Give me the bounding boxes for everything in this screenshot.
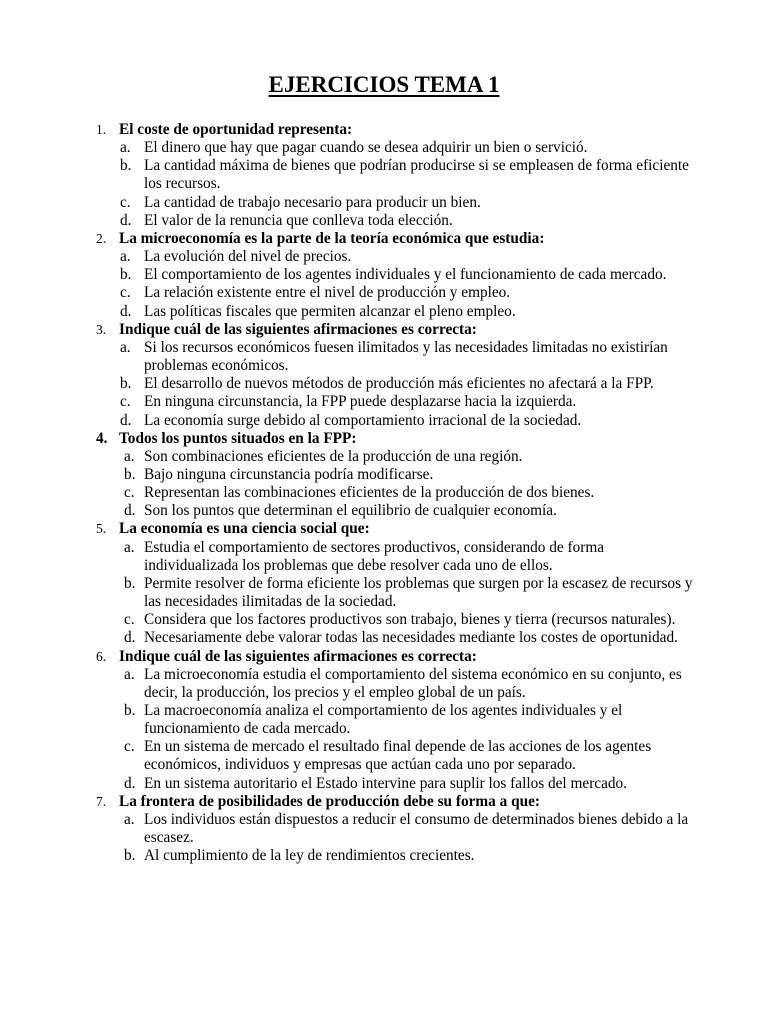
option-text: La evolución del nivel de precios. — [144, 248, 352, 266]
answer-option — [0, 702, 768, 738]
option-text: Representan las combinaciones eficientes de la producción de dos bienes. — [144, 484, 595, 502]
question-number: 3. — [96, 321, 107, 337]
option-letter: c. — [120, 393, 131, 411]
option-letter: a. — [124, 665, 135, 683]
option-letter: b. — [124, 465, 136, 483]
answer-option — [0, 666, 768, 702]
answer-option — [0, 847, 768, 865]
answer-option — [0, 611, 768, 629]
question-item — [0, 648, 768, 666]
option-text: Si los recursos económicos fuesen ilimitados y las necesidades limitadas no existirían problemas económicos. — [144, 338, 668, 375]
option-text: El desarrollo de nuevos métodos de producción más eficientes no afectará a la FPP. — [144, 375, 654, 393]
option-text: Considera que los factores productivos son trabajo, bienes y tierra (recursos naturales). — [144, 611, 676, 629]
answer-option — [0, 502, 768, 520]
option-text: Necesariamente debe valorar todas las necesidades mediante los costes de oportunidad. — [144, 629, 678, 647]
option-text: Estudia el comportamiento de sectores productivos, considerando de forma individualizada los problemas que debe resolver cada uno de ellos. — [144, 538, 605, 574]
option-text: La relación existente entre el nivel de producción y empleo. — [144, 284, 511, 302]
option-letter: c. — [124, 484, 135, 502]
answer-option — [0, 738, 768, 774]
option-letter: b. — [124, 847, 136, 865]
option-letter: b. — [124, 574, 136, 592]
option-text: La microeconomía estudia el comportamiento del sistema económico en su conjunto, es decir, la producción, los precios y el empleo global de un país. — [144, 665, 682, 701]
option-text: Las políticas fiscales que permiten alcanzar el pleno empleo. — [144, 302, 516, 320]
question-number: 1. — [96, 122, 107, 137]
answer-option — [0, 212, 768, 230]
option-text: Los individuos están dispuestos a reducir el consumo de determinados bienes debido a la escasez. — [144, 810, 689, 847]
question-item — [0, 121, 768, 139]
answer-option — [0, 629, 768, 647]
question-text: La frontera de posibilidades de producción debe su forma a que: — [119, 792, 540, 810]
option-letter: a. — [124, 447, 135, 465]
option-letter: a. — [124, 538, 135, 556]
option-text: El dinero que hay que pagar cuando se desea adquirir un bien o servició. — [144, 139, 588, 157]
question-text: La economía es una ciencia social que: — [119, 520, 370, 538]
answer-option — [0, 466, 768, 484]
answer-option — [0, 539, 768, 575]
answer-option — [0, 375, 768, 393]
option-text: La cantidad máxima de bienes que podrían producirse si se empleasen de forma eficiente los recursos. — [144, 157, 689, 193]
option-letter: b. — [120, 375, 132, 393]
option-text: Al cumplimiento de la ley de rendimientos crecientes. — [144, 847, 475, 865]
answer-option — [0, 811, 768, 847]
answer-option — [0, 448, 768, 466]
answer-option — [0, 139, 768, 157]
option-text: Son combinaciones eficientes de la producción de una región. — [144, 447, 523, 465]
option-text: El comportamiento de los agentes individuales y el funcionamiento de cada mercado. — [144, 266, 667, 284]
option-text: Bajo ninguna circunstancia podría modificarse. — [144, 465, 434, 483]
option-letter: c. — [120, 284, 131, 302]
question-number: 2. — [96, 230, 107, 246]
answer-option — [0, 339, 768, 375]
option-text: El valor de la renuncia que conlleva toda elección. — [144, 211, 453, 229]
answer-option — [0, 248, 768, 266]
option-text: En ninguna circunstancia, la FPP puede desplazarse hacia la izquierda. — [144, 393, 577, 411]
answer-option — [0, 412, 768, 430]
option-letter: c. — [124, 738, 135, 756]
question-item — [0, 430, 768, 448]
question-number: 7. — [96, 793, 107, 809]
question-number: 5. — [96, 521, 107, 537]
option-text: Son los puntos que determinan el equilibrio de cualquier economía. — [144, 502, 557, 520]
question-item — [0, 793, 768, 811]
answer-option — [0, 266, 768, 284]
option-letter: a. — [120, 338, 131, 356]
option-text: En un sistema de mercado el resultado final depende de las acciones de los agentes económicos, individuos y empresas que actúan cada uno por separado. — [144, 738, 652, 774]
question-text: La microeconomía es la parte de la teoría económica que estudia: — [119, 229, 545, 247]
option-letter: d. — [120, 211, 132, 229]
option-letter: a. — [124, 810, 135, 828]
option-text: Permite resolver de forma eficiente los problemas que surgen por la escasez de recursos y las necesidades ilimitadas de la sociedad. — [144, 574, 693, 611]
option-letter: c. — [124, 611, 135, 629]
question-text: Indique cuál de las siguientes afirmaciones es correcta: — [119, 647, 477, 665]
page-title: EJERCICIOS TEMA 1 — [268, 72, 500, 97]
answer-option — [0, 775, 768, 793]
answer-option — [0, 484, 768, 502]
option-letter: a. — [120, 139, 131, 157]
answer-option — [0, 393, 768, 411]
option-letter: d. — [124, 629, 136, 647]
question-list — [0, 121, 768, 865]
option-letter: b. — [120, 266, 132, 284]
option-letter: d. — [120, 411, 132, 429]
question-item — [0, 520, 768, 538]
option-text: La economía surge debido al comportamiento irracional de la sociedad. — [144, 411, 582, 429]
answer-option — [0, 284, 768, 302]
question-text: Todos los puntos situados en la FPP: — [119, 429, 357, 447]
answer-option — [0, 575, 768, 611]
option-text: En un sistema autoritario el Estado intervine para suplir los fallos del mercado. — [144, 774, 627, 792]
option-letter: a. — [120, 248, 131, 266]
question-text: El coste de oportunidad representa: — [119, 121, 353, 138]
option-letter: b. — [120, 157, 132, 175]
option-letter: d. — [120, 302, 132, 320]
question-item — [0, 321, 768, 339]
question-number: 4. — [96, 429, 108, 447]
question-item — [0, 230, 768, 248]
answer-option — [0, 303, 768, 321]
option-letter: b. — [124, 702, 136, 719]
answer-option — [0, 194, 768, 212]
option-letter: c. — [120, 193, 131, 211]
option-text: La macroeconomía analiza el comportamiento de los agentes individuales y el funcionamiento de cada mercado. — [144, 702, 623, 738]
option-letter: d. — [124, 774, 136, 792]
question-number: 6. — [96, 648, 107, 664]
option-letter: d. — [124, 502, 136, 520]
question-text: Indique cuál de las siguientes afirmaciones es correcta: — [119, 320, 477, 338]
answer-option — [0, 157, 768, 193]
option-text: La cantidad de trabajo necesario para producir un bien. — [144, 193, 481, 211]
